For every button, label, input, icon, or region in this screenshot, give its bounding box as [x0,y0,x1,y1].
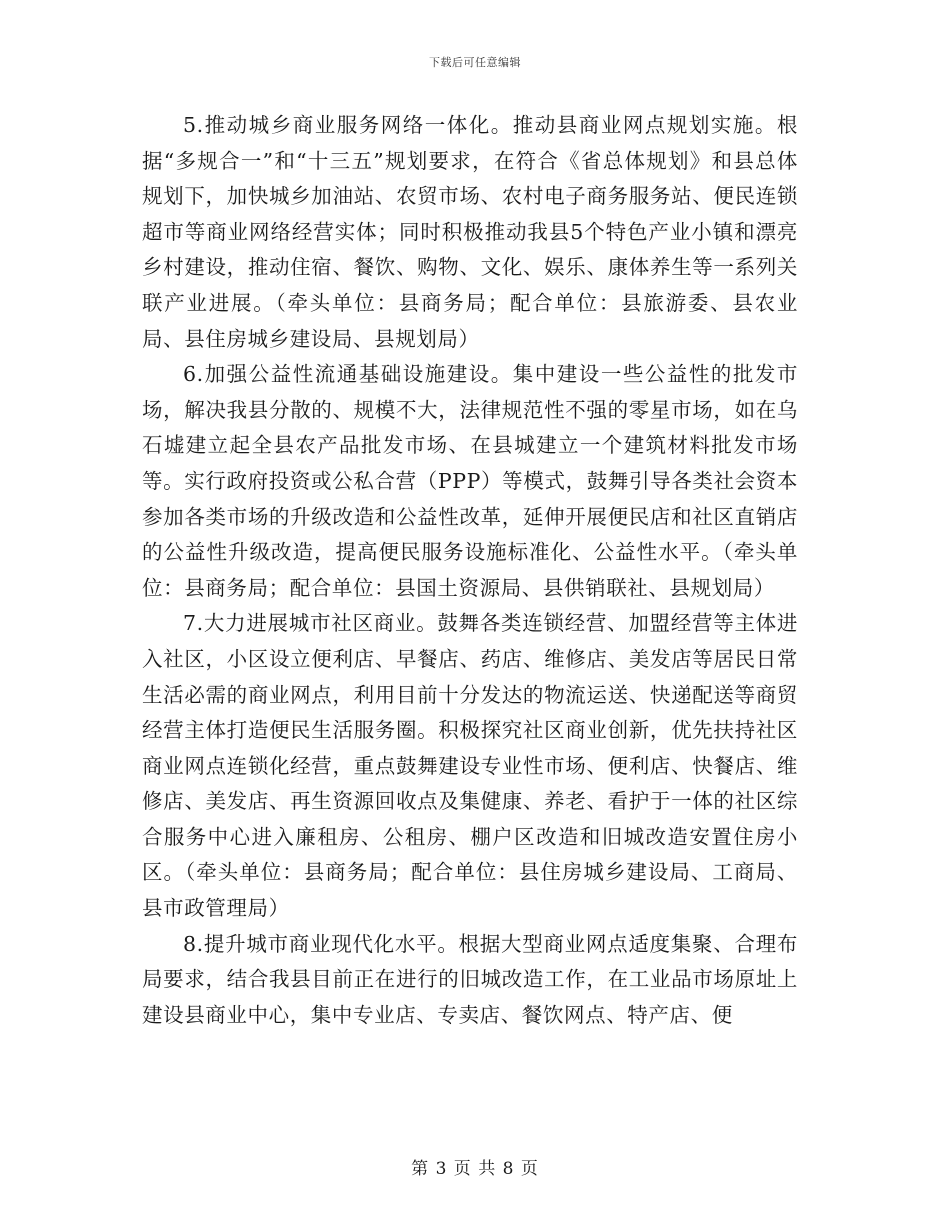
page-footer: 第 3 页 共 8 页 [411,1159,539,1179]
document-body [142,108,798,1033]
paragraph-6: 6.加强公益性流通基础设施建设。集中建设一些公益性的批发市场，解决我县分散的、规模不大，法律规范性不强的零星市场，如在乌石墟建立起全县农产品批发市场、在县城建立一个建筑材料批发市场等。实行政府投资或公私合营（PPP）等模式，鼓舞引导各类社会资本参加各类市场的升级改造和公益性改革，延伸开展便民店和社区直销店的公益性升级改造，提高便民服务设施标准化、公益性水平。（牵头单位：县商务局；配合单位：县国土资源局、县供销联社、县规划局） [142,362,798,600]
paragraph-5: 5.推动城乡商业服务网络一体化。推动县商业网点规划实施。根据“多规合一”和“十三五”规划要求，在符合《省总体规划》和县总体规划下，加快城乡加油站、农贸市场、农村电子商务服务站、便民连锁超市等商业网络经营实体；同时积极推动我县5个特色产业小镇和漂亮乡村建设，推动住宿、餐饮、购物、文化、娱乐、康体养生等一系列关联产业进展。（牵头单位：县商务局；配合单位：县旅游委、县农业局、县住房城乡建设局、县规划局） [142,113,798,351]
page-header: 下载后可任意编辑 [429,56,521,69]
paragraph-8: 8.提升城市商业现代化水平。根据大型商业网点适度集聚、合理布局要求，结合我县目前正在进行的旧城改造工作，在工业品市场原址上建设县商业中心，集中专业店、专卖店、餐饮网点、特产店、便 [142,931,798,1027]
paragraph-7: 7.大力进展城市社区商业。鼓舞各类连锁经营、加盟经营等主体进入社区，小区设立便利店、早餐店、药店、维修店、美发店等居民日常生活必需的商业网点，利用目前十分发达的物流运送、快递配送等商贸经营主体打造便民生活服务圈。积极探究社区商业创新，优先扶持社区商业网点连锁化经营，重点鼓舞建设专业性市场、便利店、快餐店、维修店、美发店、再生资源回收点及集健康、养老、看护于一体的社区综合服务中心进入廉租房、公租房、棚户区改造和旧城改造安置住房小区。（牵头单位：县商务局；配合单位：县住房城乡建设局、工商局、县市政管理局） [142,611,798,921]
